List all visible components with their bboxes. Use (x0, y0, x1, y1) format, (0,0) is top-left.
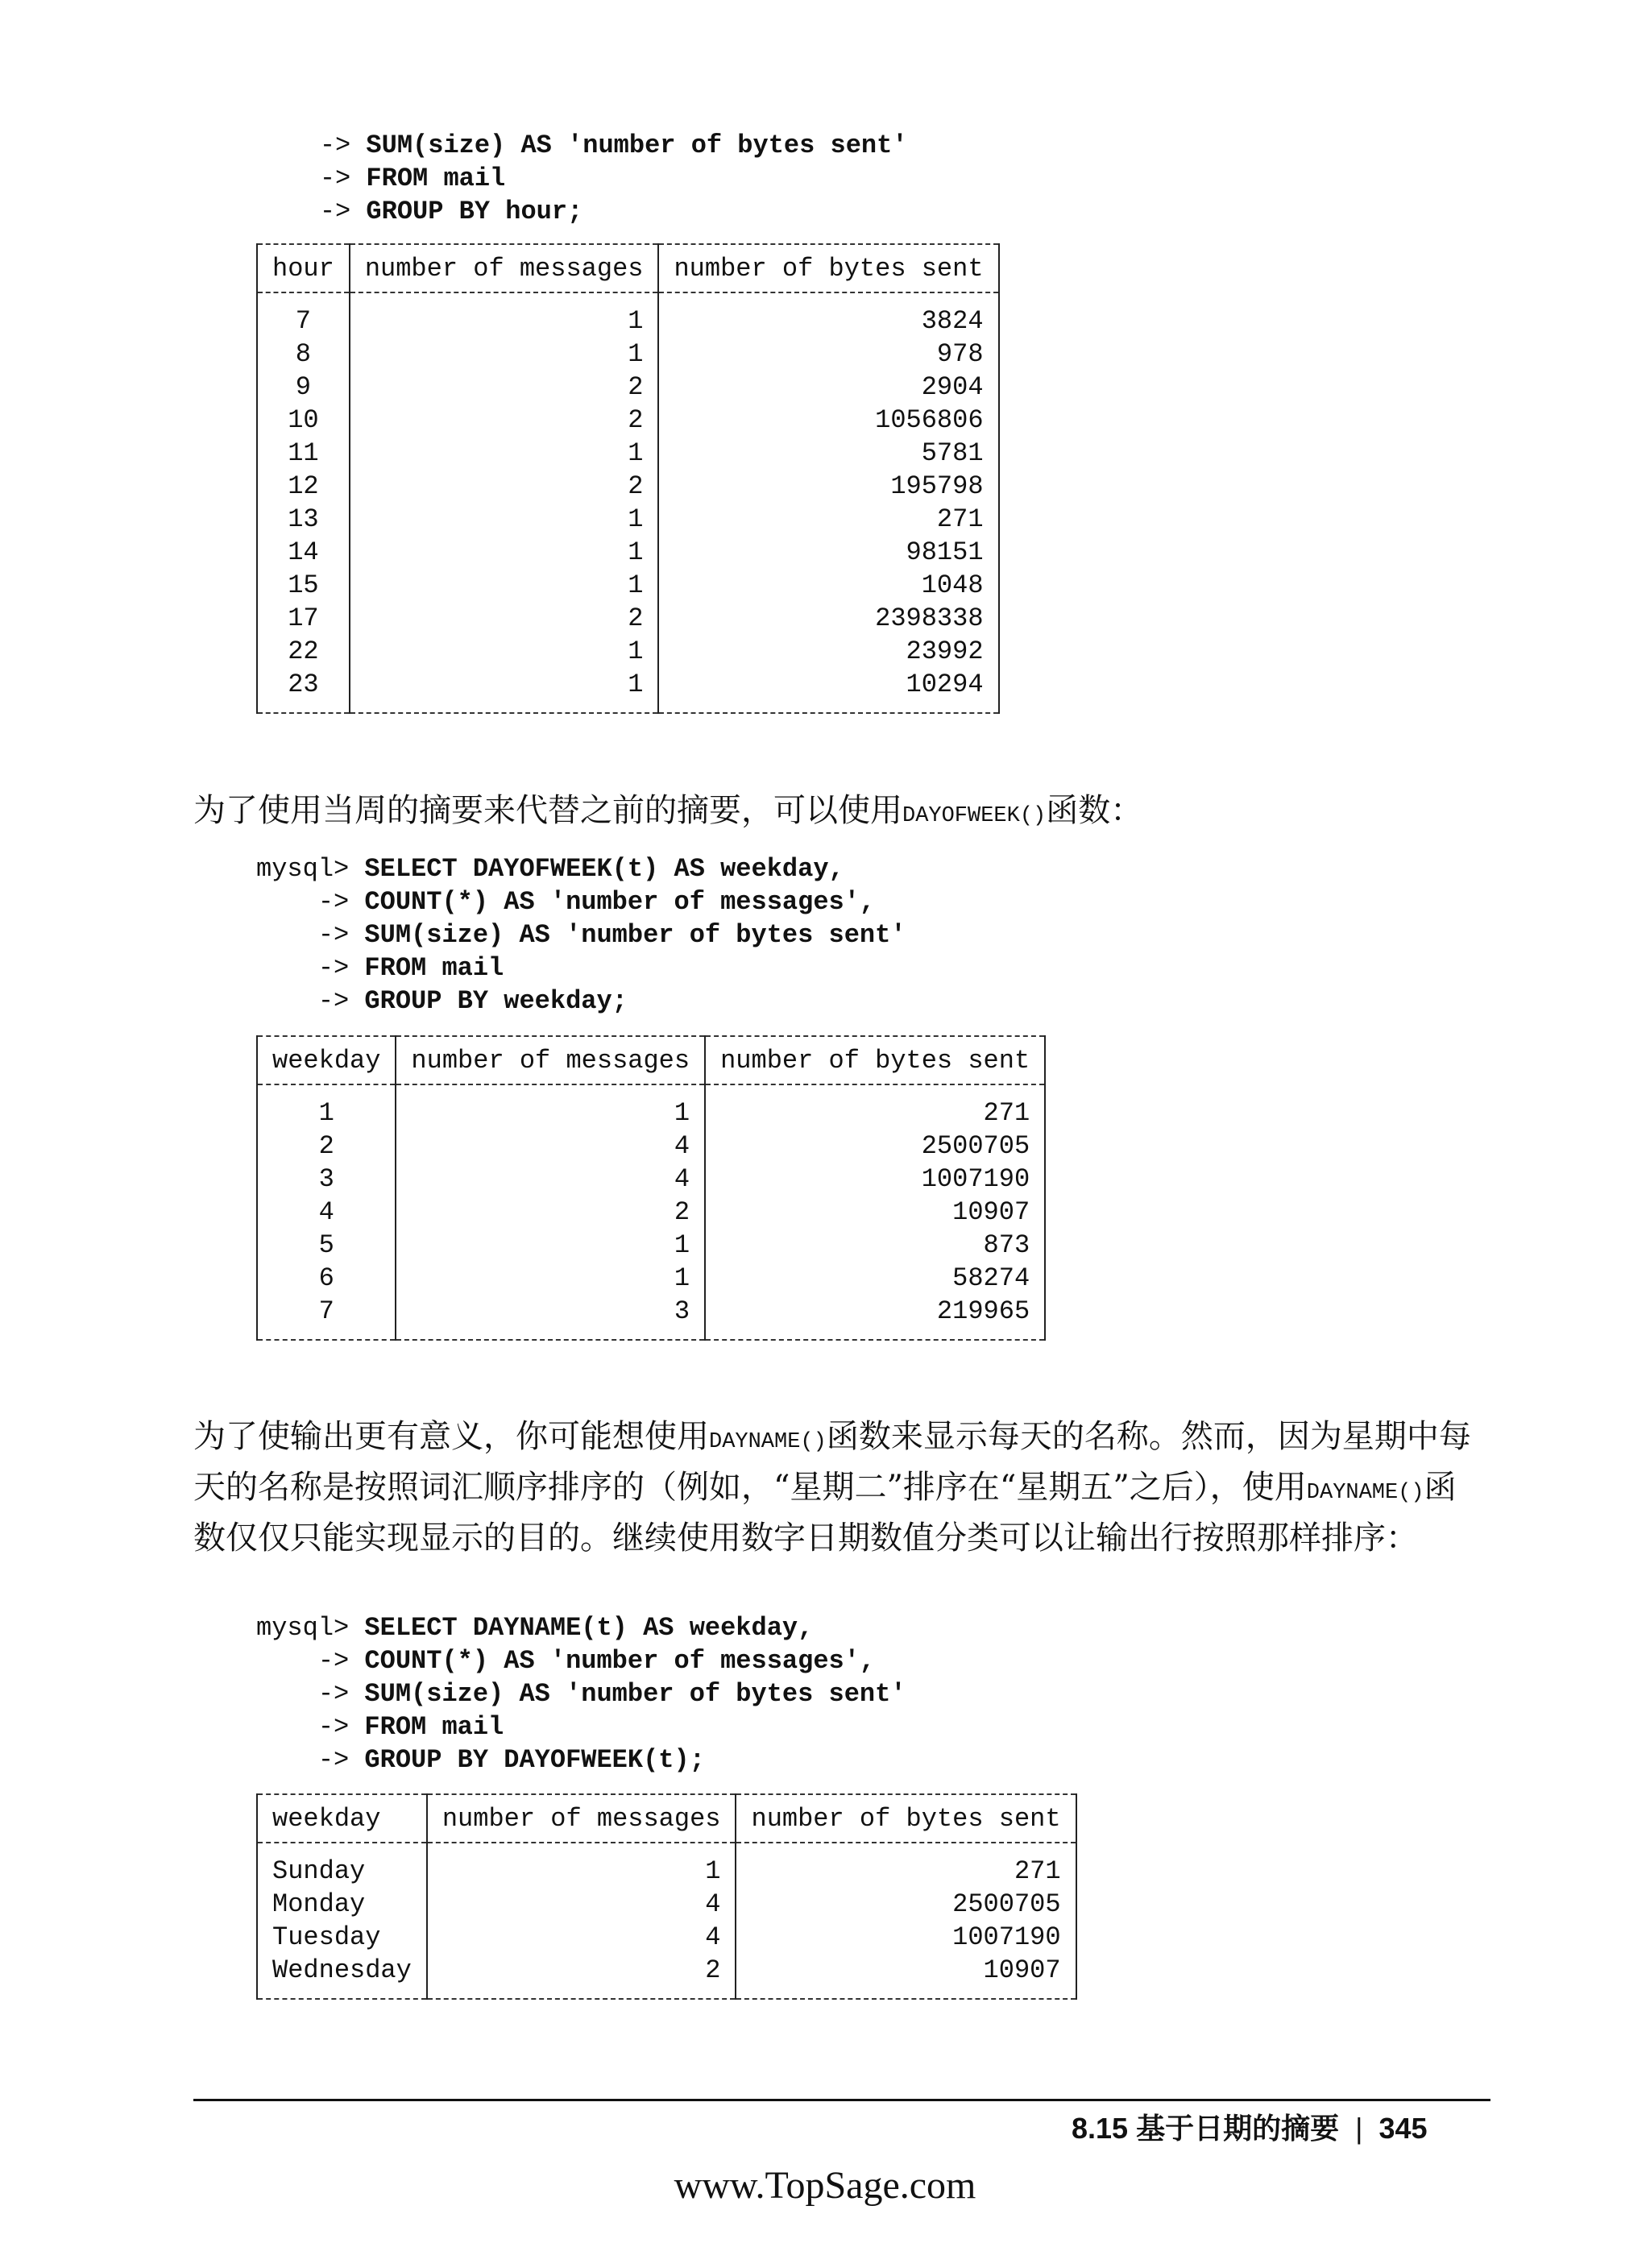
cell-messages: 2 (396, 1196, 705, 1229)
table-row (257, 1084, 1045, 1130)
column-header-bytes: number of bytes sent (736, 1794, 1076, 1843)
code-line: mysql> SELECT DAYNAME(t) AS weekday, (256, 1613, 814, 1643)
code-line: -> FROM mail (256, 953, 504, 983)
table-row (257, 371, 999, 404)
running-footer (1072, 2111, 1428, 2146)
column-header-messages: number of messages (350, 244, 659, 292)
cell-key: 9 (257, 371, 350, 404)
code-line: -> COUNT(*) AS 'number of messages', (256, 1646, 876, 1676)
cell-key: 17 (257, 602, 350, 635)
table-row (257, 1888, 1076, 1921)
table-row (257, 338, 999, 371)
table-row (257, 1163, 1045, 1196)
cell-bytes: 2398338 (658, 602, 998, 635)
code-line: -> SUM(size) AS 'number of bytes sent' (258, 131, 908, 160)
footer-separator: | (1355, 2112, 1363, 2145)
footer-rule (193, 2099, 1490, 2101)
table-row (257, 292, 999, 338)
paragraph-dayname (193, 1414, 1474, 1561)
column-header-bytes: number of bytes sent (658, 244, 998, 292)
cell-key: 23 (257, 668, 350, 713)
cell-key: 11 (257, 437, 350, 470)
cell-bytes: 3824 (658, 292, 998, 338)
table-row (257, 1843, 1076, 1888)
cell-key: Monday (257, 1888, 427, 1921)
cell-bytes: 1048 (658, 569, 998, 602)
cell-key: Sunday (257, 1843, 427, 1888)
inline-code: DAYNAME() (1306, 1481, 1424, 1505)
code-block-1 (258, 129, 908, 228)
cell-messages: 1 (350, 536, 659, 569)
cell-messages: 4 (396, 1163, 705, 1196)
paragraph-text: 函数来显示每天的名称。然而，因为星期中每天的名称是按照词汇顺序排序的（例如，“星期二”排序在“星期五”之后），使用 (193, 1418, 1471, 1506)
cell-key: 10 (257, 404, 350, 437)
column-header-messages: number of messages (396, 1036, 705, 1084)
cell-messages: 2 (350, 371, 659, 404)
inline-code: DAYOFWEEK() (902, 804, 1047, 828)
cell-messages: 4 (396, 1130, 705, 1163)
cell-key: 6 (257, 1262, 396, 1295)
cell-key: 1 (257, 1084, 396, 1130)
cell-bytes: 98151 (658, 536, 998, 569)
cell-messages: 1 (396, 1229, 705, 1262)
table-row (257, 1196, 1045, 1229)
cell-key: 22 (257, 635, 350, 668)
cell-bytes: 1056806 (658, 404, 998, 437)
cell-key: 7 (257, 1295, 396, 1340)
table-row (257, 536, 999, 569)
cell-bytes: 10294 (658, 668, 998, 713)
cell-messages: 1 (427, 1843, 736, 1888)
result-table-weekday-name (256, 1793, 1077, 2000)
table-row (257, 1954, 1076, 1999)
cell-key: Tuesday (257, 1921, 427, 1954)
cell-messages: 1 (350, 338, 659, 371)
paragraph-text: 为了使输出更有意义，你可能想使用 (193, 1418, 709, 1455)
code-line: -> FROM mail (256, 1712, 504, 1742)
cell-messages: 4 (427, 1921, 736, 1954)
code-line: -> GROUP BY DAYOFWEEK(t); (256, 1745, 705, 1775)
cell-key: 13 (257, 503, 350, 536)
column-header-bytes: number of bytes sent (705, 1036, 1045, 1084)
table-body (257, 292, 999, 713)
cell-bytes: 271 (736, 1843, 1076, 1888)
cell-bytes: 219965 (705, 1295, 1045, 1340)
table-body (257, 1084, 1045, 1340)
table-header-row (257, 244, 999, 292)
code-line: -> COUNT(*) AS 'number of messages', (256, 887, 876, 917)
table-row (257, 1262, 1045, 1295)
table-body (257, 1843, 1076, 1999)
paragraph-text: 函数： (1046, 792, 1143, 829)
code-block-2 (256, 852, 906, 1018)
cell-bytes: 271 (658, 503, 998, 536)
code-line: -> FROM mail (258, 164, 506, 193)
cell-bytes: 873 (705, 1229, 1045, 1262)
cell-bytes: 5781 (658, 437, 998, 470)
table-row (257, 1229, 1045, 1262)
cell-key: 8 (257, 338, 350, 371)
table-row (257, 602, 999, 635)
cell-bytes: 2904 (658, 371, 998, 404)
table-row (257, 1130, 1045, 1163)
inline-code: DAYNAME() (709, 1430, 827, 1454)
cell-bytes: 1007190 (736, 1921, 1076, 1954)
table-header-row (257, 1794, 1076, 1843)
table-row (257, 569, 999, 602)
column-header-hour: hour (257, 244, 350, 292)
code-line: -> SUM(size) AS 'number of bytes sent' (256, 920, 906, 950)
cell-key: 12 (257, 470, 350, 503)
paragraph-text: 函数仅仅只能实现显示的目的。继续使用数字日期数值分类可以让输出行按照那样排序： (193, 1469, 1457, 1557)
table-row (257, 503, 999, 536)
column-header-weekday: weekday (257, 1794, 427, 1843)
cell-bytes: 23992 (658, 635, 998, 668)
cell-messages: 1 (350, 292, 659, 338)
cell-key: 3 (257, 1163, 396, 1196)
cell-messages: 1 (396, 1084, 705, 1130)
code-line: mysql> SELECT DAYOFWEEK(t) AS weekday, (256, 854, 844, 884)
code-line: -> GROUP BY hour; (258, 197, 583, 226)
paragraph-text: 为了使用当周的摘要来代替之前的摘要，可以使用 (193, 792, 902, 829)
table-row (257, 635, 999, 668)
paragraph-dayofweek (193, 788, 1474, 839)
cell-key: 2 (257, 1130, 396, 1163)
cell-messages: 2 (350, 404, 659, 437)
cell-messages: 1 (350, 668, 659, 713)
cell-bytes: 1007190 (705, 1163, 1045, 1196)
table-row (257, 437, 999, 470)
cell-bytes: 195798 (658, 470, 998, 503)
cell-bytes: 271 (705, 1084, 1045, 1130)
cell-key: 5 (257, 1229, 396, 1262)
code-line: -> GROUP BY weekday; (256, 986, 628, 1016)
table-row (257, 404, 999, 437)
column-header-messages: number of messages (427, 1794, 736, 1843)
table-row (257, 470, 999, 503)
table-row (257, 1295, 1045, 1340)
table-header-row (257, 1036, 1045, 1084)
cell-messages: 2 (350, 470, 659, 503)
watermark: www.TopSage.com (674, 2164, 976, 2207)
page-number: 345 (1378, 2112, 1428, 2145)
result-table-hour (256, 243, 1000, 714)
cell-key: 7 (257, 292, 350, 338)
cell-messages: 2 (427, 1954, 736, 1999)
cell-messages: 1 (350, 503, 659, 536)
cell-key: 14 (257, 536, 350, 569)
column-header-weekday: weekday (257, 1036, 396, 1084)
cell-messages: 4 (427, 1888, 736, 1921)
code-line: -> SUM(size) AS 'number of bytes sent' (256, 1679, 906, 1709)
code-block-3 (256, 1611, 906, 1777)
cell-messages: 1 (350, 437, 659, 470)
cell-bytes: 10907 (705, 1196, 1045, 1229)
cell-bytes: 58274 (705, 1262, 1045, 1295)
cell-messages: 1 (396, 1262, 705, 1295)
cell-key: 4 (257, 1196, 396, 1229)
table-row (257, 668, 999, 713)
cell-messages: 2 (350, 602, 659, 635)
cell-bytes: 2500705 (736, 1888, 1076, 1921)
result-table-weekday-number (256, 1035, 1046, 1341)
cell-key: 15 (257, 569, 350, 602)
cell-messages: 1 (350, 569, 659, 602)
cell-bytes: 10907 (736, 1954, 1076, 1999)
cell-messages: 1 (350, 635, 659, 668)
cell-bytes: 978 (658, 338, 998, 371)
cell-bytes: 2500705 (705, 1130, 1045, 1163)
footer-section-title: 8.15 基于日期的摘要 (1072, 2112, 1340, 2145)
table-row (257, 1921, 1076, 1954)
cell-key: Wednesday (257, 1954, 427, 1999)
cell-messages: 3 (396, 1295, 705, 1340)
